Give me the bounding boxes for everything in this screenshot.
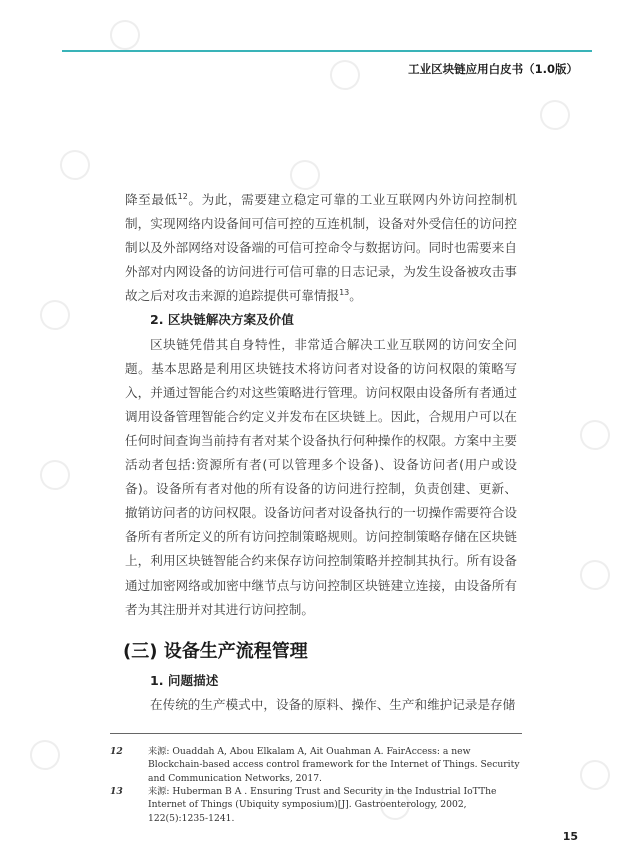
- footnote-ref[interactable]: 13: [339, 288, 350, 298]
- watermark-seal-icon: [106, 16, 144, 54]
- footnote-ref[interactable]: 12: [177, 192, 188, 201]
- footnote-item: [110, 745, 522, 785]
- footnote-text: 来源: Huberman B A . Ensuring Trust and Security in the Industrial IoTThe Internet of Things (Ubiquity symposium)[J]. Gastroenterology, 2002, 122(5):1235-1241.: [148, 786, 497, 824]
- watermark-seal-icon: [576, 416, 614, 454]
- section-title: (三) 设备生产流程管理: [123, 640, 308, 662]
- footnote-number: 13: [110, 786, 123, 797]
- paragraph-solution: 区块链凭借其自身特性，非常适合解决工业互联网的访问安全问题。基本思路是利用区块链技术将访问者对设备的访问权限的策略写入，并通过智能合约对这些策略进行管理。访问权限由设备所有者通过调用设备管理智能合约定义并发布在区块链上。因此，合规用户可以在任何时间查询当前持有者对某个设备执行何种操作的权限。方案中主要活动者包括:资源所有者(可以管理多个设备)、设备访问者(用户或设备)。设备所有者对他的所有设备的访问进行控制，负责创建、更新、撤销访问者的访问权限。设备访问者对设备执行的一切操作需要符合设备所有者所定义的所有访问控制策略规则。访问控制策略存储在区块链上，利用区块链智能合约来保存访问控制策略并控制其执行。所有设备通过加密网络或加密中继节点与访问控制区块链建立连接，由设备所有者为其注册并对其进行访问控制。: [125, 336, 517, 617]
- paragraph-text: 降至最低: [125, 192, 178, 207]
- footnote-item: [110, 785, 522, 825]
- watermark-seal-icon: [326, 56, 364, 94]
- header-rule: [62, 50, 592, 52]
- watermark-seal-icon: [536, 96, 574, 134]
- watermark-seal-icon: [36, 456, 74, 494]
- paragraph-intro: [125, 188, 517, 308]
- subheading-solution: 2. 区块链解决方案及价值: [150, 312, 294, 328]
- footnote-number: 12: [110, 746, 123, 757]
- body-content: [125, 188, 517, 717]
- page-number: 15: [562, 830, 578, 843]
- footnote-text: 来源: Ouaddah A, Abou Elkalam A, Ait Ouahman A. FairAccess: a new Blockchain-based access control framework for the Internet of Things. Security and Communication Networks, 2017.: [148, 746, 520, 784]
- watermark-seal-icon: [26, 736, 64, 774]
- watermark-seal-icon: [56, 146, 94, 184]
- footnote-divider: [110, 733, 522, 734]
- paragraph-text: 。: [349, 288, 362, 304]
- watermark-seal-icon: [576, 756, 614, 794]
- watermark-seal-icon: [576, 556, 614, 594]
- paragraph-problem: 在传统的生产模式中，设备的原料、操作、生产和维护记录是存储: [150, 696, 516, 712]
- subheading-problem: 1. 问题描述: [150, 672, 219, 688]
- watermark-seal-icon: [36, 296, 74, 334]
- header-title: 工业区块链应用白皮书（1.0版）: [408, 62, 578, 76]
- paragraph-text: 。为此，需要建立稳定可靠的工业互联网内外访问控制机制，实现网络内设备间可信可控的互连机制，设备对外受信任的访问控制以及外部网络对设备端的可信可控命令与数据访问。同时也需要来自外部对内网设备的访问进行可信可靠的日志记录，为发生设备被攻击事故之后对攻击来源的追踪提供可靠情报: [125, 192, 518, 304]
